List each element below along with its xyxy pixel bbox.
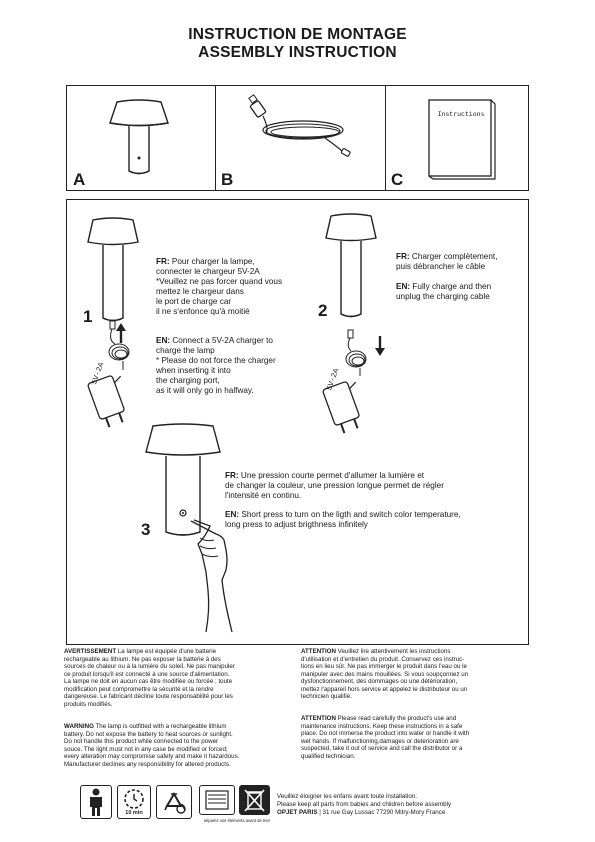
usb-cable-illustration (215, 86, 385, 190)
warning-en: WARNING The lamp is outfitted with a rechargeable lithium battery. Do not expose the battery to heat sources or sunlight. Do not handle this product while connected to the power souce. The light must not in any case be modified or forced; every alteration may compromise safety and make it hazardous. Manufacturer declines any responsibility for altered products. (64, 723, 240, 768)
step1-charger (83, 366, 143, 426)
step3-en: EN: Short press to turn on the ligth and switch color temperature, long press to adjust brigthness infinitely (225, 510, 461, 529)
step2-number: 2 (318, 301, 328, 320)
recycle-icon (156, 785, 192, 819)
step1-number: 1 (83, 307, 93, 326)
parts-box (66, 85, 529, 191)
step2-charger-label: 5V-2A (326, 367, 342, 392)
timer-label: 10 min (125, 810, 143, 816)
booklet-text: Instructions (437, 111, 485, 118)
step3-number: 3 (141, 520, 151, 539)
sorting-icon (199, 785, 235, 815)
part-a-cell (67, 86, 216, 190)
booklet-illustration (385, 86, 527, 190)
keep-away-fr: Veuillez éloigner les enfans avant toute installation. (277, 793, 417, 800)
title-en: ASSEMBLY INSTRUCTION (198, 44, 397, 61)
attention-en: ATTENTION Please read carefully the product's use and maintenance instructions. Keep these instructions in a safe place. Do not immerse the product into water or handle it with wet hands. If malfunctioning,damages or deterioration are suspected, take it out of service and call the distributor or a qualified technician. (301, 715, 470, 760)
warning-fr: AVERTISSEMENT La lampe est équipée d'une batterie rechargeable au lithium. Ne pas exposer la batterie à des sources de chaleur ou à la lumière du soleil. Ne pas manipuler ce produit lorsqu'il est connecté à une source d'alimentation. La lampe ne doit en aucun cas être modifiée ou forcée ; toute modification peut compromettre la sécurité et la rendre dangereuse. Le fabricant décline toute responsabilité pour les produits modifiés. (64, 648, 235, 708)
step2-fr: FR: Charger complètement, puis débrancher le câble (396, 252, 498, 271)
part-b-label: B (221, 170, 234, 189)
part-c-cell (385, 86, 527, 190)
crossed-bin-icon (239, 785, 270, 815)
person-icon (80, 785, 112, 819)
step1-fr: FR: Pour charger la lampe, connecter le chargeur 5V-2A *Veuillez ne pas forcer quand vous mettez le chargeur dans le port de charge car il ne s'enfonce qu'à moitié (156, 257, 283, 316)
timer-icon (117, 785, 151, 819)
part-b-cell (215, 86, 386, 190)
company-line: OPJET PARIS | 31 rue Gay Lussac 77290 Mitry-Mory France (277, 809, 446, 816)
step1-en: EN: Connect a 5V-2A charger to charge the lamp * Please do not force the charger when inserting it into the charging port, as it will only go in halfway. (156, 336, 276, 395)
part-c-label: C (391, 170, 404, 189)
step2-en: EN: Fully charge and then unplug the charging cable (396, 282, 492, 301)
step2-charger (318, 372, 378, 432)
sorting-caption: séparez vos éléments avant de trier (203, 818, 271, 823)
step1-charger-label: 5V-2A (91, 361, 107, 386)
lamp-illustration (67, 86, 215, 190)
keep-away-en: Please keep all parts from babies and children before assembly (277, 801, 452, 808)
step3-fr: FR: Une pression courte permet d'allumer la lumière et de changer la couleur, une pression longue permet de régler l'intensité en continu. (225, 471, 444, 500)
title-fr: INSTRUCTION DE MONTAGE (188, 26, 407, 43)
attention-fr: ATTENTION Veuillez lire attentivement les instructions d'utilisation et d'entretien du produit. Conservez ces instruc- tions en lieu sûr. Ne pas immerger le produit dans l'eau ou le manipuler avec des mains mouillées. Si vous soupçonnez un dysfonctionnement, des dommages ou une détérioration, mettez l'appareil hors service et appelez le distributeur ou un technicien qualifié. (301, 648, 469, 700)
part-a-label: A (73, 170, 86, 189)
